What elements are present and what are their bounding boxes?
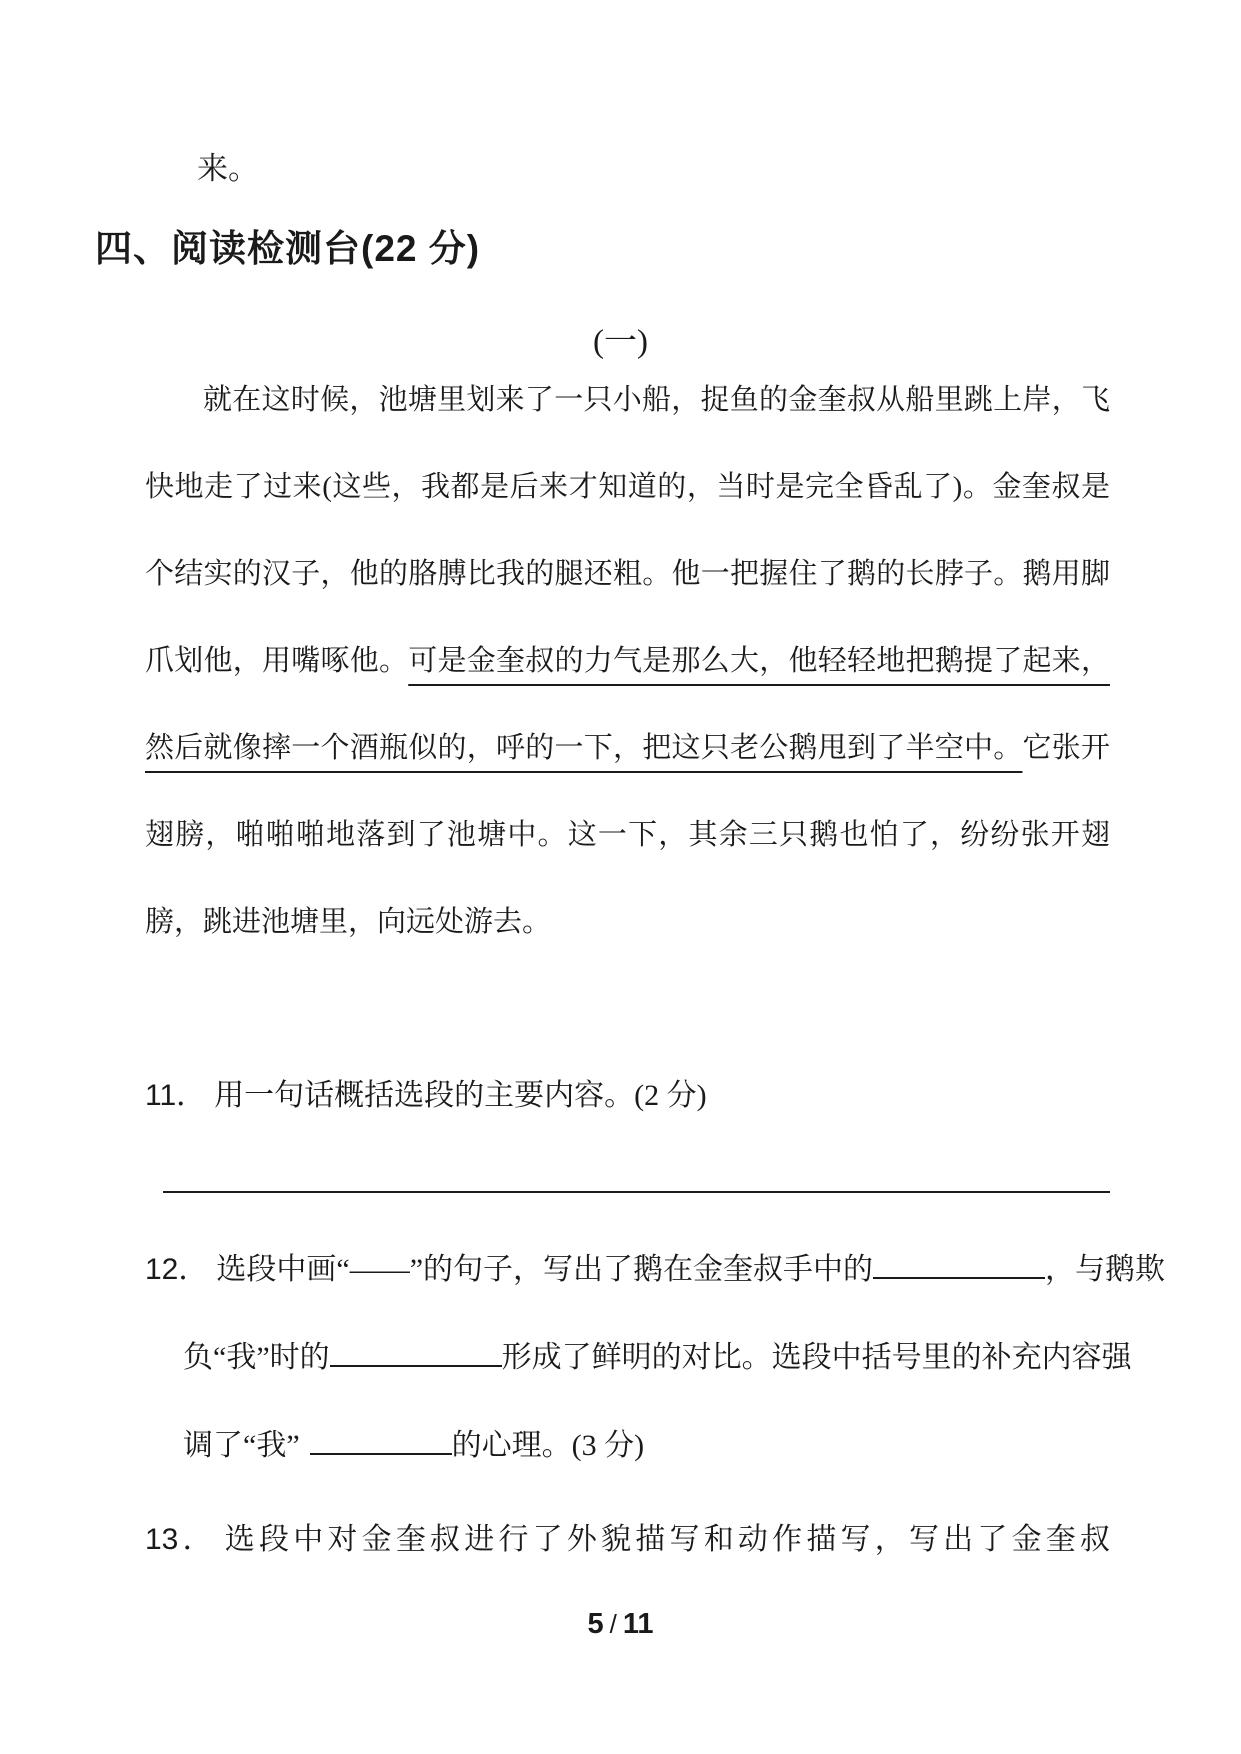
footer-separator: / xyxy=(609,1609,617,1639)
page-footer xyxy=(0,1608,1241,1641)
carryover-text: 来。 xyxy=(197,151,259,186)
passage-text-before-underline: 就在这时候，池塘里划来了一只小船，捉鱼的金奎叔从船里跳上岸，飞快地走了过来(这些，我都是后来才知道的，当时是完全昏乱了)。金奎叔是个结实的汉子，他的胳膊比我的腿还粗。他一把握住了鹅的长脖子。鹅用脚爪划他，用嘴啄他。 xyxy=(145,384,1110,677)
question-12-text-segment: 负“我”时的 xyxy=(183,1341,330,1374)
fill-in-blank-1 xyxy=(873,1273,1045,1279)
question-12-line-3 xyxy=(145,1402,1130,1490)
question-12-text-segment: ，与鹅欺 xyxy=(1045,1253,1166,1286)
question-13-text: 选段中对金奎叔进行了外貌描写和动作描写，写出了金奎叔 xyxy=(224,1523,1111,1556)
fill-in-blank-3 xyxy=(310,1449,452,1455)
passage-text-after-underline: 它张开翅膀，啪啪啪地落到了池塘中。这一下，其余三只鹅也怕了，纷纷张开翅膀，跳进池塘里，向远处游去。 xyxy=(145,732,1110,938)
fill-in-blank-2 xyxy=(330,1361,502,1367)
question-11 xyxy=(145,1052,1130,1140)
question-12-line-2 xyxy=(145,1314,1130,1402)
question-12-text-segment: 形成了鲜明的对比。选段中括号里的补充内容强 xyxy=(501,1341,1132,1374)
footer-total-pages: 11 xyxy=(622,1608,654,1640)
question-12-text-segment: 选段中画“——”的句子，写出了鹅在金奎叔手中的 xyxy=(216,1253,874,1286)
question-12-text-segment: 的心理。(3 分) xyxy=(451,1429,645,1462)
question-12-number: 12． xyxy=(145,1253,209,1286)
answer-write-line xyxy=(163,1191,1110,1193)
question-11-number: 11． xyxy=(145,1079,207,1112)
question-11-text: 用一句话概括选段的主要内容。(2 分) xyxy=(214,1079,707,1112)
question-13-number: 13． xyxy=(145,1523,217,1556)
question-12-line-1 xyxy=(145,1226,1166,1314)
question-12 xyxy=(145,1226,1166,1490)
question-13 xyxy=(145,1496,1110,1584)
question-12-text-segment: 调了“我” xyxy=(183,1429,300,1462)
reading-passage xyxy=(145,357,1110,966)
footer-page-number: 5 xyxy=(587,1608,604,1640)
section-heading: 四、阅读检测台(22 分) xyxy=(95,228,481,269)
passage-label: (一) xyxy=(593,324,648,360)
passage-underlined-sentence: 可是金奎叔的力气是那么大，他轻轻地把鹅提了起来，然后就像摔一个酒瓶似的，呼的一下，把这只老公鹅甩到了半空中。 xyxy=(145,645,1110,764)
